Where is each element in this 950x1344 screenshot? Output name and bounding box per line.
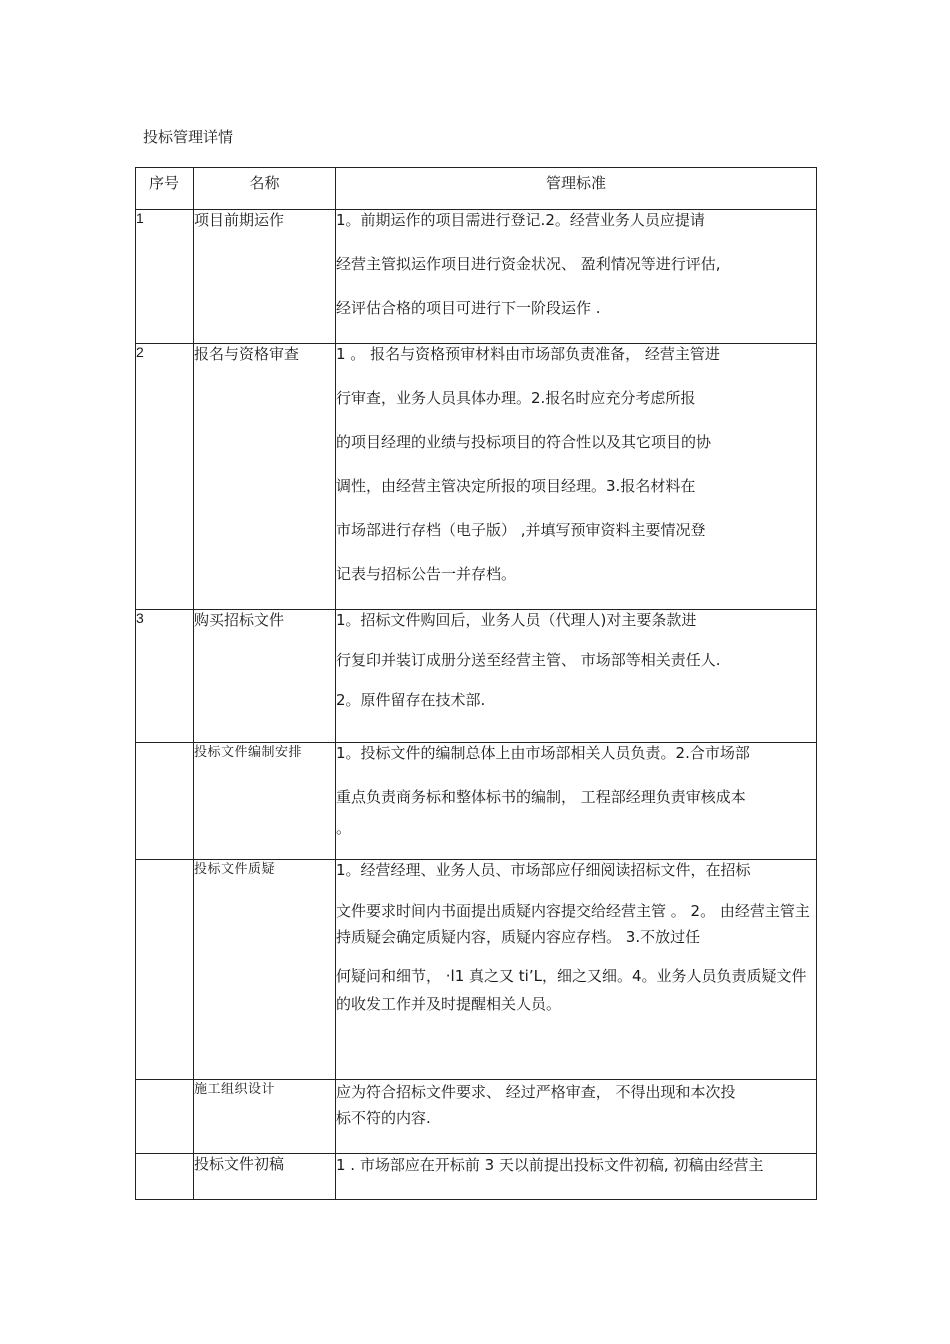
row-name: 投标文件质疑	[194, 860, 336, 1080]
table-row	[136, 610, 817, 743]
table-row	[136, 860, 817, 1080]
row-standard	[336, 610, 817, 743]
row-seq	[136, 860, 194, 1080]
standard-line: 的项目经理的业绩与投标项目的符合性以及其它项目的协	[336, 433, 712, 451]
row-seq	[136, 1154, 194, 1200]
standard-line: 经评估合格的项目可进行下一阶段运作 .	[336, 299, 601, 317]
standard-line: 文件要求时间内书面提出质疑内容提交给经营主管 。 2。 由经营主管主持质疑会确定质疑内容，质疑内容应存档。 3.不放过任	[336, 902, 810, 946]
standard-line: 市场部进行存档（电子版） ,并填写预审资料主要情况登	[336, 521, 706, 539]
row-standard	[336, 210, 817, 344]
row-name: 施工组织设计	[194, 1080, 336, 1154]
header-name: 名称	[194, 168, 336, 210]
standard-line: 行审查，业务人员具体办理。2.报名时应充分考虑所报	[336, 389, 696, 407]
row-name: 投标文件初稿	[194, 1154, 336, 1200]
row-name: 投标文件编制安排	[194, 743, 336, 860]
standard-line: 何疑问和细节， ·l1 真之又 ti’L，细之又细。4。业务人员负责质疑文件的收发工作并及时提醒相关人员。	[336, 967, 807, 1013]
standard-line: 2。原件留存在技术部.	[336, 691, 486, 709]
standard-line: 经营主管拟运作项目进行资金状况、 盈利情况等进行评估,	[336, 255, 721, 273]
standard-line: 标不符的内容.	[336, 1109, 431, 1127]
standard-line: 调性，由经营主管决定所报的项目经理。3.报名材料在	[336, 477, 696, 495]
row-seq: 2	[136, 344, 194, 610]
bid-management-table	[135, 167, 817, 1200]
standard-line: 1。招标文件购回后，业务人员（代理人)对主要条款进	[336, 611, 697, 629]
standard-line: 行复印并装订成册分送至经营主管、 市场部等相关责任人.	[336, 651, 721, 669]
table-row	[136, 743, 817, 860]
header-seq: 序号	[136, 168, 194, 210]
row-standard	[336, 1080, 817, 1154]
standard-line: 1 。 报名与资格预审材料由市场部负责准备， 经营主管进	[336, 345, 720, 363]
standard-line: 1。投标文件的编制总体上由市场部相关人员负责。2.合市场部	[336, 744, 750, 762]
row-name: 项目前期运作	[194, 210, 336, 344]
standard-line: 1 . 市场部应在开标前 3 天以前提出投标文件初稿, 初稿由经营主	[336, 1156, 764, 1174]
row-standard	[336, 344, 817, 610]
row-seq	[136, 743, 194, 860]
page-title: 投标管理详情	[143, 128, 234, 146]
row-standard	[336, 1154, 817, 1200]
standard-line: 记表与招标公告一并存档。	[336, 565, 517, 583]
table-row	[136, 1154, 817, 1200]
table-row	[136, 1080, 817, 1154]
standard-line: 应为符合招标文件要求、 经过严格审查， 不得出现和本次投	[336, 1083, 736, 1101]
row-seq: 1	[136, 210, 194, 344]
table-row	[136, 210, 817, 344]
header-standard: 管理标准	[336, 168, 817, 210]
table-row	[136, 344, 817, 610]
row-name: 购买招标文件	[194, 610, 336, 743]
row-seq	[136, 1080, 194, 1154]
row-standard	[336, 743, 817, 860]
standard-line: 1。前期运作的项目需进行登记.2。经营业务人员应提请	[336, 211, 705, 229]
standard-line: 重点负责商务标和整体标书的编制， 工程部经理负责审核成本	[336, 788, 746, 806]
row-seq: 3	[136, 610, 194, 743]
standard-line: 1。经营经理、业务人员、市场部应仔细阅读招标文件，在招标	[336, 861, 751, 879]
row-name: 报名与资格审查	[194, 344, 336, 610]
standard-line: 。	[336, 819, 352, 837]
row-standard	[336, 860, 817, 1080]
